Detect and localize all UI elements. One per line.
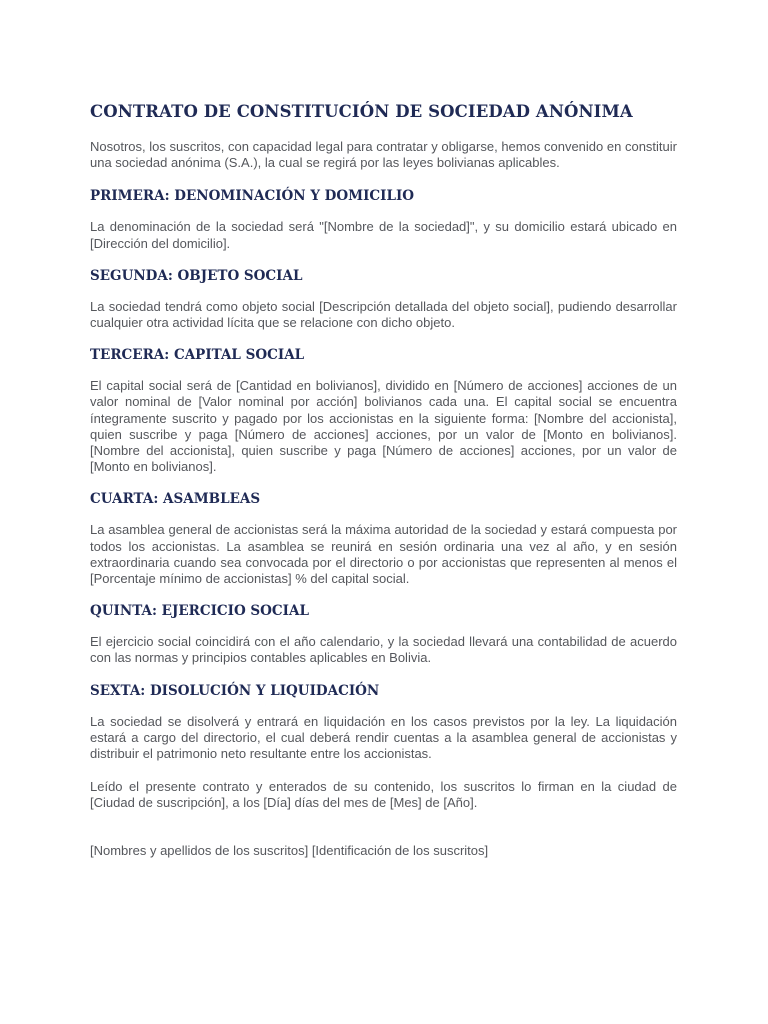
clause-heading: SEXTA: DISOLUCIÓN Y LIQUIDACIÓN xyxy=(90,682,380,699)
clause-heading: TERCERA: CAPITAL SOCIAL xyxy=(90,347,305,364)
clause-heading: SEGUNDA: OBJETO SOCIAL xyxy=(90,267,303,284)
clause-text: La denominación de la sociedad será "[Nombre de la sociedad]", y su domicilio estará ubicado en [Dirección del domicilio]. xyxy=(90,219,677,251)
clause-primera xyxy=(90,187,677,251)
clause-text: El capital social será de [Cantidad en bolivianos], dividido en [Número de acciones] acciones de un valor nominal de [Valor nominal por acción] bolivianos cada una. El capital social se encuentra íntegramente suscrito y pagado por los accionistas en la siguiente forma: [Nombre del accionista], quien suscribe y paga [Número de acciones] acciones, por un valor de [Monto en bolivianos]. [Nombre del accionista], quien suscribe y paga [Número de acciones] acciones, por un valor de [Monto en bolivianos]. xyxy=(90,378,677,475)
clause-text: La sociedad tendrá como objeto social [Descripción detallada del objeto social], pudiendo desarrollar cualquier otra actividad lícita que se relacione con dicho objeto. xyxy=(90,298,677,331)
clause-heading: CUARTA: ASAMBLEAS xyxy=(90,491,261,508)
clause-sexta xyxy=(90,682,677,763)
clause-tercera xyxy=(90,346,677,475)
closing-paragraph: Leído el presente contrato y enterados de su contenido, los suscritos lo firman en la ciudad de [Ciudad de suscripción], a los [Día] días del mes de [Mes] de [Año]. xyxy=(90,779,677,811)
clause-text: La sociedad se disolverá y entrará en liquidación en los casos previstos por la ley. La liquidación estará a cargo del directorio, el cual deberá rendir cuentas a la asamblea general de accionistas y distribuir el patrimonio neto resultante entre los accionistas. xyxy=(90,713,677,762)
clause-quinta xyxy=(90,602,677,666)
clause-segunda xyxy=(90,267,677,331)
intro-paragraph: Nosotros, los suscritos, con capacidad legal para contratar y obligarse, hemos convenido en constituir una sociedad anónima (S.A.), la cual se regirá por las leyes bolivianas aplicables. xyxy=(90,139,677,171)
document-title: CONTRATO DE CONSTITUCIÓN DE SOCIEDAD ANÓNIMA xyxy=(90,102,633,121)
signature-line: [Nombres y apellidos de los suscritos] [Identificación de los suscritos] xyxy=(90,842,489,858)
clause-heading: QUINTA: EJERCICIO SOCIAL xyxy=(90,603,309,620)
clause-text: El ejercicio social coincidirá con el año calendario, y la sociedad llevará una contabilidad de acuerdo con las normas y principios contables aplicables en Bolivia. xyxy=(90,634,677,666)
clause-cuarta xyxy=(90,490,677,587)
clause-heading: PRIMERA: DENOMINACIÓN Y DOMICILIO xyxy=(90,188,415,205)
clause-text: La asamblea general de accionistas será la máxima autoridad de la sociedad y estará compuesta por todos los accionistas. La asamblea se reunirá en sesión ordinaria una vez al año, y en sesión extraordinaria cuando sea convocada por el directorio o por accionistas que representen al menos el [Porcentaje mínimo de accionistas] % del capital social. xyxy=(90,522,677,587)
document-page xyxy=(90,101,677,859)
